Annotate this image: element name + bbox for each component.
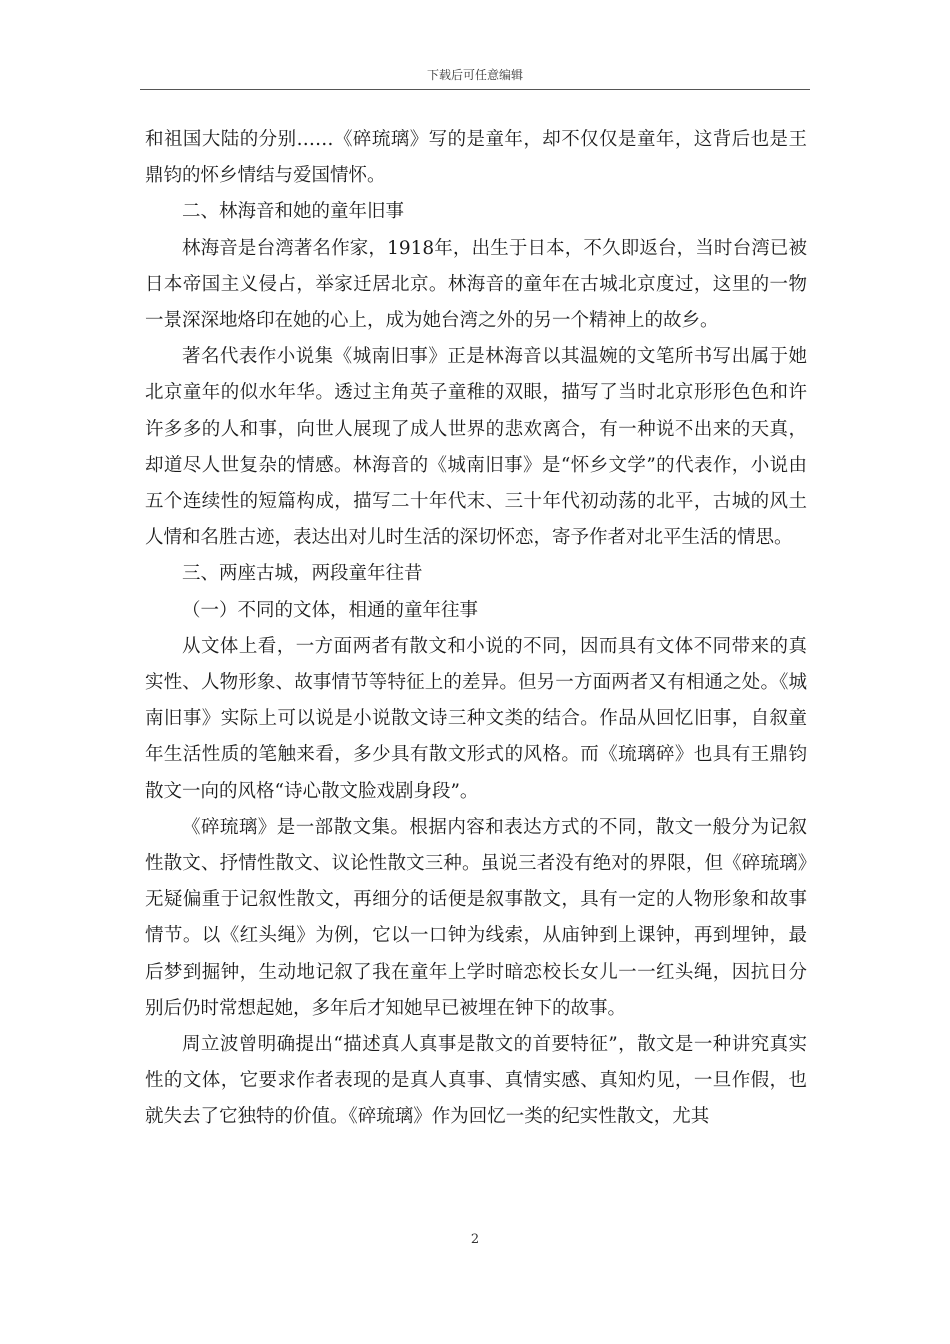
paragraph-continued: 和祖国大陆的分别……《碎琉璃》写的是童年，却不仅仅是童年，这背后也是王鼎钧的怀乡情结与爱国情怀。 bbox=[145, 129, 807, 187]
page-header: 下载后可任意编辑 bbox=[426, 68, 523, 82]
subsection-heading-1: （一）不同的文体，相通的童年往事 bbox=[182, 599, 479, 621]
section-heading-3: 三、两座古城，两段童年往昔 bbox=[182, 563, 423, 585]
paragraph: 《碎琉璃》是一部散文集。根据内容和表达方式的不同，散文一般分为记叙性散文、抒情性散文、议论性散文三种。虽说三者没有绝对的界限，但《碎琉璃》无疑偏重于记叙性散文，再细分的话便是叙事散文，具有一定的人物形象和故事情节。以《红头绳》为例，它以一口钟为线索，从庙钟到上课钟，再到埋钟，最后梦到掘钟，生动地记叙了我在童年上学时暗恋校长女儿一一红头绳，因抗日分别后仍时常想起她，多年后才知她早已被埋在钟下的故事。 bbox=[145, 816, 807, 1019]
header-rule bbox=[140, 89, 810, 90]
paragraph: 著名代表作小说集《城南旧事》正是林海音以其温婉的文笔所书写出属于她北京童年的似水年华。透过主角英子童稚的双眼，描写了当时北京形形色色和许许多多的人和事，向世人展现了成人世界的悲欢离合，有一种说不出来的天真，却道尽人世复杂的情感。林海音的《城南旧事》是“怀乡文学”的代表作，小说由五个连续性的短篇构成，描写二十年代末、三十年代初动荡的北平，古城的风土人情和名胜古迹，表达出对儿时生活的深切怀恋，寄予作者对北平生活的情思。 bbox=[145, 346, 807, 549]
paragraph: 周立波曾明确提出“描述真人真事是散文的首要特征”，散文是一种讲究真实性的文体，它要求作者表现的是真人真事、真情实感、真知灼见，一旦作假，也就失去了它独特的价值。《碎琉璃》作为回忆一类的纪实性散文，尤其 bbox=[145, 1034, 807, 1128]
section-heading-2: 二、林海音和她的童年旧事 bbox=[182, 201, 405, 223]
paragraph: 林海音是台湾著名作家，1918年，出生于日本，不久即返台，当时台湾已被日本帝国主义侵占，举家迁居北京。林海音的童年在古城北京度过，这里的一物一景深深地烙印在她的心上，成为她台湾之外的另一个精神上的故乡。 bbox=[145, 237, 807, 332]
paragraph: 从文体上看，一方面两者有散文和小说的不同，因而具有文体不同带来的真实性、人物形象、故事情节等特征上的差异。但另一方面两者又有相通之处。《城南旧事》实际上可以说是小说散文诗三种文类的结合。作品从回忆旧事，自叙童年生活性质的笔触来看，多少具有散文形式的风格。而《琉璃碎》也具有王鼎钧散文一向的风格“诗心散文脸戏剧身段”。 bbox=[145, 635, 807, 802]
page-number: 2 bbox=[470, 1232, 480, 1247]
body-text bbox=[145, 122, 807, 1136]
